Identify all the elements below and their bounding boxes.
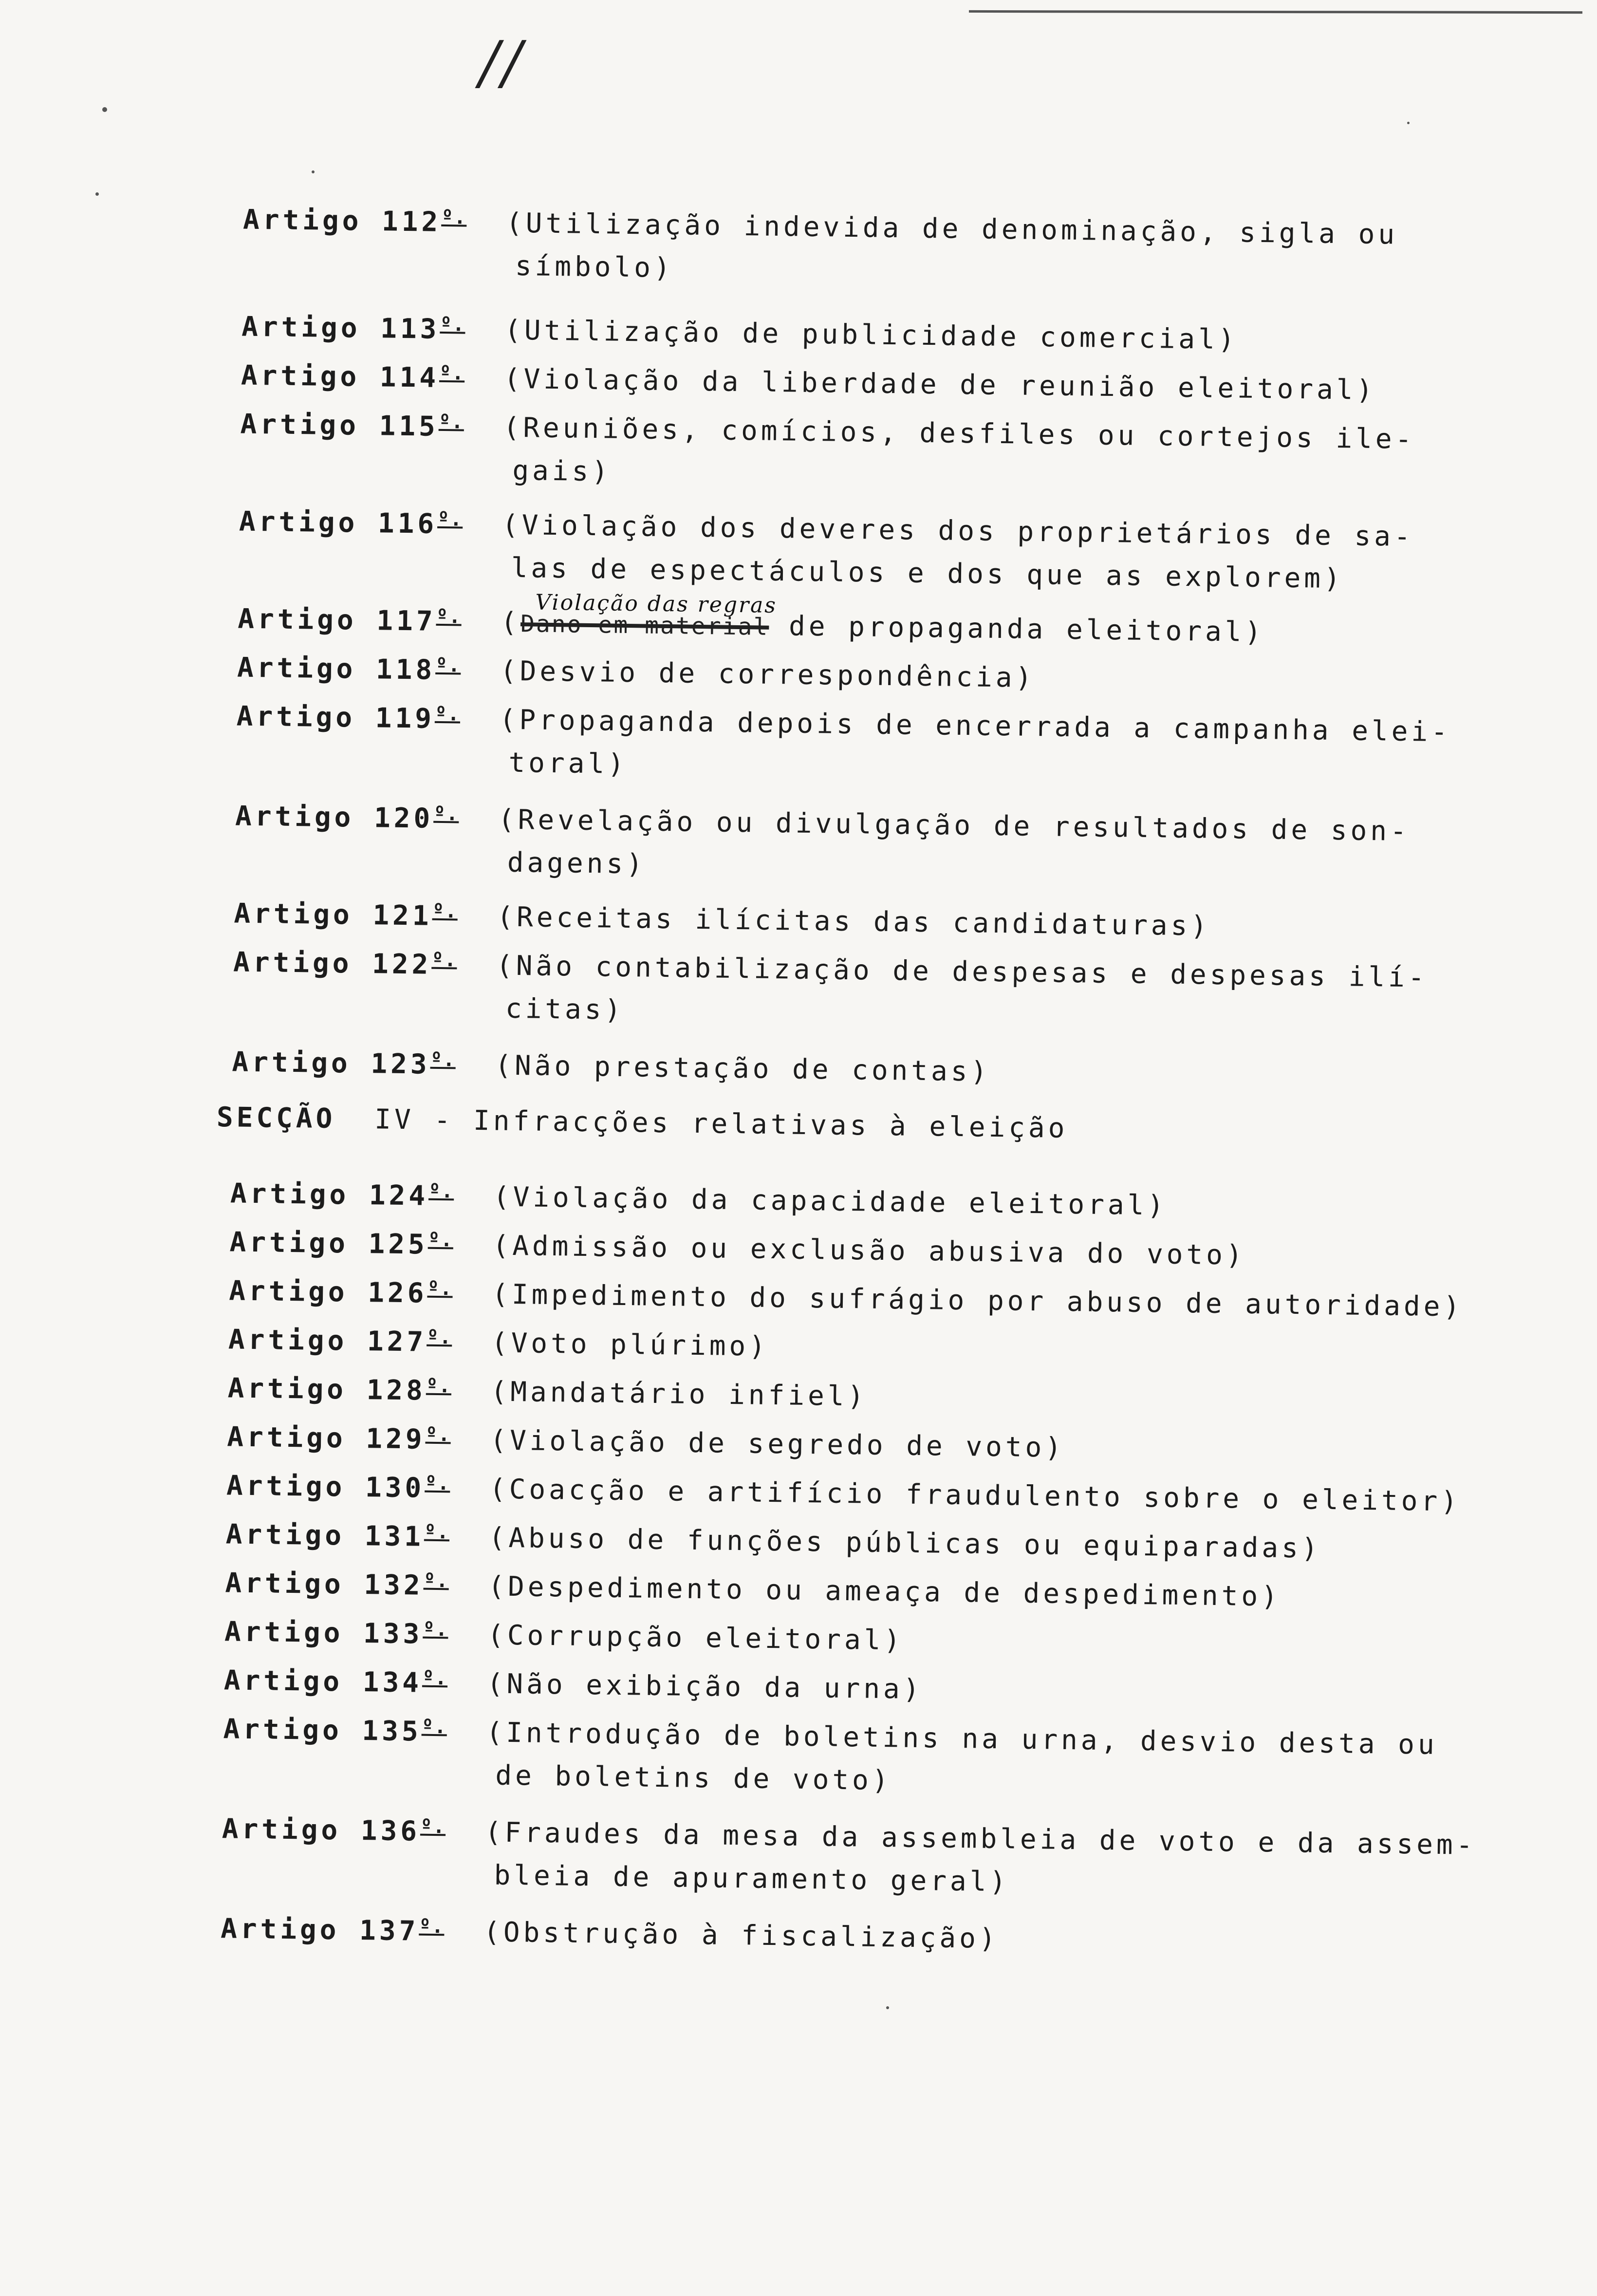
- article-label: Artigo 117: [237, 603, 436, 637]
- handwritten-text: Violação das regras: [535, 590, 778, 618]
- ordinal-suffix: º.: [427, 1228, 454, 1251]
- ordinal-suffix: º.: [439, 361, 465, 385]
- ordinal-suffix: º.: [438, 410, 464, 433]
- article-entry: [234, 789, 1410, 896]
- article-label: Artigo 135: [223, 1713, 422, 1748]
- article-title: (Não exibição da urna): [486, 1668, 923, 1706]
- article-title: (Utilização de publicidade comercial): [504, 314, 1238, 356]
- ordinal-suffix: º.: [441, 205, 467, 229]
- article-entry: [223, 1654, 923, 1711]
- article-title: (Desvio de correspondência): [500, 655, 1036, 694]
- article-title: (Propaganda depois de encerrada a campanha elei-: [499, 704, 1451, 748]
- page-mark: //: [480, 29, 525, 97]
- ordinal-suffix: º.: [427, 1277, 453, 1300]
- article-title: (Admissão ou exclusão abusiva do voto): [492, 1230, 1246, 1271]
- article-label: Artigo 128: [227, 1372, 427, 1407]
- article-label: Artigo 126: [228, 1275, 427, 1309]
- article-entry: [232, 935, 1428, 1042]
- article-title: (Obstrução à fiscalização): [483, 1916, 1000, 1955]
- section-number: IV -: [374, 1103, 454, 1137]
- top-rule: [969, 10, 1582, 14]
- article-title: (Fraudes da mesa da assembleia de voto e da assem-: [484, 1816, 1476, 1862]
- article-title: (Impedimento do sufrágio por abuso de autoridade): [491, 1278, 1464, 1323]
- article-label: Artigo 129: [226, 1421, 426, 1456]
- ordinal-suffix: º.: [440, 313, 465, 336]
- article-label: Artigo 124: [230, 1177, 429, 1212]
- article-title: (Violação de segredo de voto): [489, 1424, 1065, 1464]
- ordinal-suffix: º.: [419, 1915, 445, 1938]
- article-title: (Coacção e artifício fraudulento sobre o eleitor): [489, 1473, 1461, 1518]
- article-title-continuation: dagens): [507, 846, 647, 880]
- article-title-continuation: símbolo): [515, 250, 674, 284]
- article-label: Artigo 112: [242, 204, 442, 238]
- article-label: Artigo 131: [225, 1518, 425, 1553]
- article-entry: [232, 1035, 991, 1093]
- article-title: (Não prestação de contas): [495, 1049, 991, 1088]
- title-open-paren: (: [500, 606, 521, 639]
- ordinal-suffix: º.: [430, 1048, 456, 1071]
- article-title: (Receitas ilícitas das candidaturas): [497, 901, 1211, 942]
- article-title: (Violação dos deveres dos proprietários de sa-: [501, 509, 1414, 553]
- article-label: Artigo 130: [226, 1470, 425, 1504]
- section-heading: [216, 1096, 1068, 1150]
- article-title: (Revelação ou divulgação de resultados de son-: [498, 803, 1411, 848]
- section-label: SECÇÃO: [216, 1101, 336, 1135]
- article-label: Artigo 125: [229, 1226, 428, 1261]
- article-title: (Não contabilização de despesas e despesas ilí-: [496, 950, 1429, 994]
- ordinal-suffix: º.: [435, 653, 461, 677]
- article-entry: [242, 193, 1398, 299]
- article-label: Artigo 123: [232, 1046, 431, 1081]
- handwritten-correction: [520, 590, 778, 649]
- article-title: (Abuso de funções públicas ou equiparadas): [488, 1522, 1322, 1565]
- ordinal-suffix: º.: [434, 702, 461, 726]
- ordinal-suffix: º.: [425, 1472, 450, 1495]
- article-label: Artigo 114: [241, 359, 440, 394]
- ordinal-suffix: º.: [431, 948, 457, 971]
- struck-text: Dano em material: [520, 610, 769, 641]
- ordinal-suffix: º.: [421, 1715, 447, 1738]
- article-label: Artigo 119: [236, 700, 435, 735]
- article-label: Artigo 113: [241, 311, 440, 345]
- ordinal-suffix: º.: [432, 899, 458, 923]
- article-title-continuation: de boletins de voto): [495, 1759, 892, 1797]
- article-entry: [227, 1362, 868, 1418]
- article-title-continuation: citas): [505, 992, 625, 1026]
- ordinal-suffix: º.: [423, 1569, 449, 1592]
- article-title: (Violação da capacidade eleitoral): [493, 1181, 1168, 1222]
- article-label: Artigo 122: [233, 946, 432, 981]
- article-title-continuation: gais): [512, 454, 612, 488]
- article-entry: [223, 1702, 1438, 1810]
- article-label: Artigo 133: [224, 1616, 423, 1650]
- title-rest: de propaganda eleitoral): [768, 610, 1265, 649]
- article-label: Artigo 121: [234, 897, 433, 932]
- article-title-continuation: toral): [508, 747, 628, 781]
- article-entry: [228, 1313, 769, 1368]
- article-label: Artigo 134: [223, 1664, 423, 1699]
- ordinal-suffix: º.: [422, 1666, 448, 1690]
- article-title: (Corrupção eleitoral): [487, 1619, 904, 1657]
- article-entry: [238, 495, 1414, 602]
- ordinal-suffix: º.: [426, 1374, 452, 1398]
- article-entry: [236, 690, 1451, 797]
- ordinal-suffix: º.: [420, 1815, 446, 1838]
- article-label: Artigo 120: [235, 800, 434, 835]
- article-label: Artigo 118: [237, 652, 436, 686]
- article-entry: [240, 398, 1415, 504]
- ordinal-suffix: º.: [424, 1520, 450, 1544]
- article-title: (Despedimento ou ameaça de despedimento): [488, 1570, 1281, 1613]
- article-title: (Utilização indevida de denominação, sigla ou: [505, 207, 1398, 251]
- article-title: (Violação da liberdade de reunião eleitoral): [503, 363, 1376, 407]
- article-title: (Mandatário infiel): [490, 1376, 868, 1413]
- article-label: Artigo 116: [239, 505, 438, 540]
- article-label: Artigo 137: [220, 1913, 419, 1947]
- article-entry: [221, 1902, 1000, 1960]
- section-title: Infracções relativas à eleição: [473, 1104, 1068, 1144]
- ordinal-suffix: º.: [425, 1423, 451, 1446]
- ordinal-suffix: º.: [433, 802, 459, 825]
- ordinal-suffix: º.: [428, 1179, 454, 1203]
- article-label: Artigo 136: [222, 1813, 421, 1848]
- article-entry: [221, 1802, 1476, 1910]
- article-label: Artigo 127: [228, 1324, 427, 1358]
- article-title: (Reuniões, comícios, desfiles ou cortejos ile-: [503, 411, 1415, 456]
- article-entry: [224, 1605, 904, 1662]
- article-title: (Introdução de boletins na urna, desvio desta ou: [486, 1717, 1438, 1761]
- ordinal-suffix: º.: [426, 1325, 452, 1349]
- ordinal-suffix: º.: [423, 1618, 448, 1641]
- article-title-continuation: las de espectáculos e dos que as explorem): [511, 552, 1344, 595]
- article-label: Artigo 115: [240, 408, 439, 443]
- article-label: Artigo 132: [225, 1567, 424, 1602]
- ordinal-suffix: º.: [436, 605, 462, 628]
- article-title-continuation: bleia de apuramento geral): [494, 1859, 1010, 1898]
- article-title: (Voto plúrimo): [491, 1327, 769, 1363]
- ordinal-suffix: º.: [437, 507, 463, 531]
